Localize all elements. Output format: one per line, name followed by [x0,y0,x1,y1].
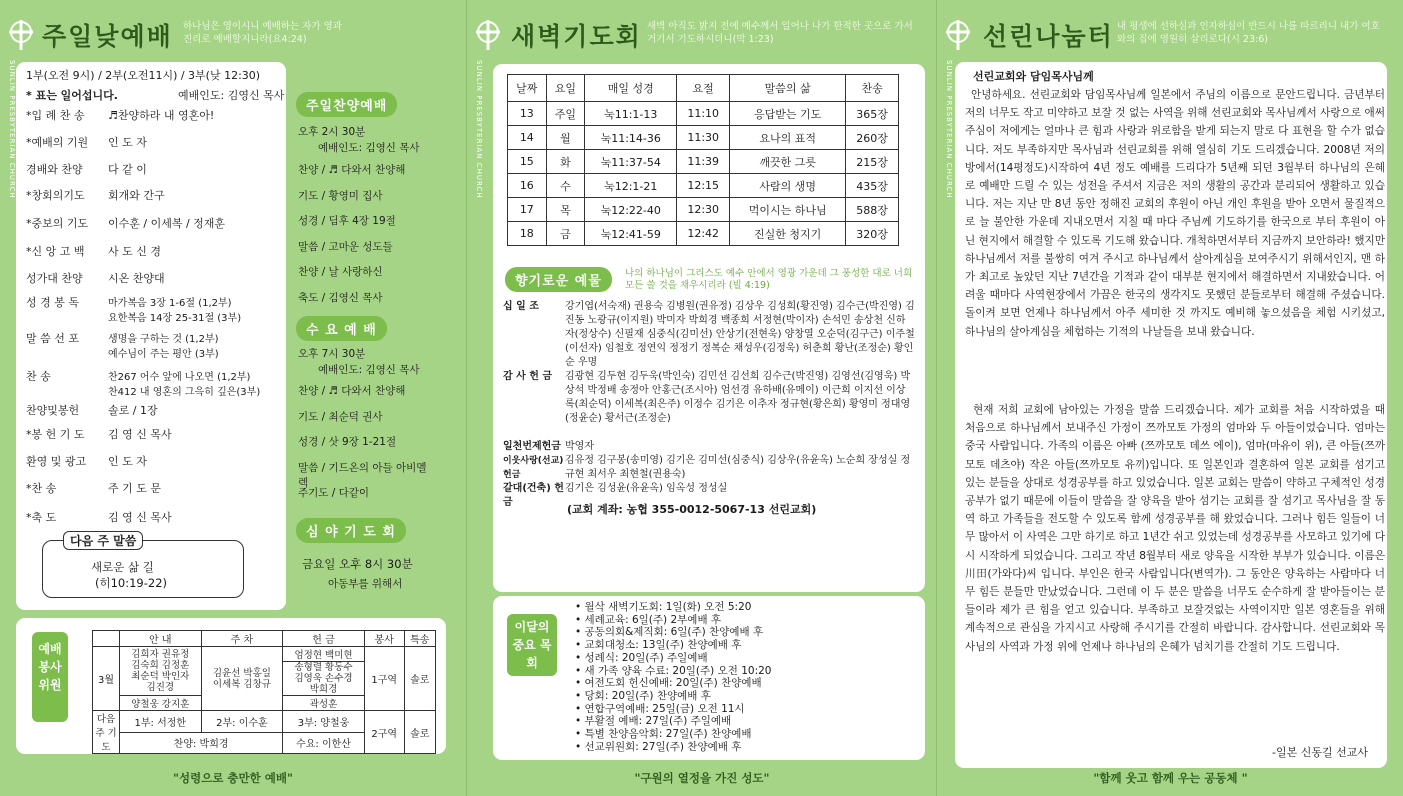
order-value [108,161,147,177]
header [937,0,1403,60]
service-item: 성경 / 딤후 4장 19절 [298,215,396,227]
vol-p3: 3부: 양철웅 [283,711,365,733]
offering-names: 김광현 김두현 김두욱(박인숙) 김민선 김선희 김수근(박진영) 김영선(김영욱) 박상석 박정배 송정아 안홍근(조시아) 엄선경 유하배(유메이) 이근희 이지선 이상록(최순덕) 이세복(최은주) 이정수 김기은 이추자 정규현(황은희) 황영미 정대영(정윤순) 황서근(조정순) [565,371,911,424]
letter-body: 안녕하세요. 선린교회와 담임목사님께 일본에서 주님의 이름으로 문안드립니다. 금년부터 저의 너무도 작고 미약하고 보잘 것 없는 사역을 위해 선린교회와 목사님께서 사랑으로 애써주심이 저에게는 얼마나 큰 힘과 사랑과 위로함을 받게 되는지 말로 다 표현을 할 수가 없습니다. 저도 부족하지만 목사님과 선린교회를 위해 열심히 기도 드리겠습니다. 2008년 저의 방에서(14평정도)시작하여 4년 정도 예배를 드리다가 5년째 되던 3월부터 하나님의 은혜로 예배만 드릴 수 있는 성전을 주셔서 지금은 저의 생활의 공간과 분리되어 생활하고 있습니다. 저는 지난 만 8년 동안 정해진 교회의 후원이 아닌 개인 후원을 받아 오면서 물질적으로 늘 불안한 가운데 지내오면서 지칠 때 마다 주님께 기도하기를 한국으로 부터 후원이 아닌 현지에서 해결할 수 있도록 기도해 왔습니다. 개척하면서부터 지금까지 보안하라! 했지만 하나님께서 저를 불쌍히 여겨 주시고 하나님께서 살아계심을 보여주시기 위해서인지, 맨 하가 최고로 높았던 지난 7년간을 기적과 같이 대부분 현지에서 해결하면서 지내왔습니다. 어려울 때마다 사역현장에서 가끔은 한국의 생각지도 못했던 분들로부터 해결해 주셨습니다. 돌이켜 보면 언제나 하나님께서 아주 세미한 것 까지도 예비해 놓으셨음을 체험 시키셨고, 하나님의 살아계심을 체험하는 기적의 나날들을 보내 왔습니다. [965,89,1385,338]
order-value [108,243,161,259]
dawn-cell: 215장 [846,150,899,174]
dawn-cell: 금 [546,222,585,246]
vol-head-parking: 주 차 [201,631,283,647]
dawn-cell: 13 [508,102,547,126]
bullet-icon: • [575,639,585,652]
footer-motto: "성령으로 충만한 예배" [173,771,293,785]
order-value [108,453,147,469]
bullet-icon: • [575,613,585,626]
order-item [26,509,172,525]
order-value-line: ♬찬양하라 내 영혼아! [108,109,215,122]
bullet-icon: • [575,664,585,677]
dawn-table [507,74,899,246]
bullet-icon: • [575,677,585,690]
order-label: *예배의 기원 [26,136,89,149]
offering-label: 갈대(건축) 헌금 [503,483,564,508]
footer-motto: "구원의 열정을 가진 성도" [634,771,770,785]
letter-signature: -일본 신동길 선교사 [1272,746,1368,759]
vol-prayer-label: 다음주 기 도 [93,711,120,754]
vol-month: 3월 [93,647,120,711]
volunteer-table [92,630,436,754]
schedule-item [575,626,763,639]
order-value-line: 사 도 신 경 [108,245,161,258]
dawn-cell: 16 [508,174,547,198]
dawn-header-row [508,75,899,102]
vol-offering3: 곽성훈 [283,696,365,711]
header [0,0,466,60]
header-verse: 하나님은 영이시니 예배하는 자가 영과 진리로 예배할지니라(요4:24) [183,21,342,45]
dawn-row [508,222,899,246]
offering-label: 감 사 헌 금 [503,371,553,382]
dawn-cell: 260장 [846,126,899,150]
service-item: 기도 / 황영미 집사 [298,189,383,202]
order-label: *창회의기도 [26,189,85,202]
schedule-text: 여전도회 헌신예배: 20일(주) 찬양예배 [584,677,762,690]
schedule-text: 성례식: 20일(주) 주일예배 [584,651,708,664]
vol-service2: 2구역 [364,711,404,754]
order-item [26,161,147,177]
schedule-item [575,665,771,678]
afternoon-title: 주일찬양예배 [296,92,397,117]
order-item [26,187,165,203]
offering-names: 강기엽(서숙재) 권용숙 김병원(권유정) 김상우 김성희(황진영) 김수근(박진영) 김진동 노광규(이지원) 박미자 박희경 백종희 서정현(박이자) 손석민 송상천 신하자(정상수) 신필재 심중식(김미선) 안상기(전현욱) 양창열 오순덕(김구근) 이주철(이선자) 임철호 정연익 정정기 정복순 채성우(김정욱) 허춘희 황난(조정순) 황인순 우명 [565,301,915,368]
bullet-icon: • [575,702,585,715]
dawn-col-header: 날짜 [508,75,547,102]
order-value-line: 인 도 자 [108,136,147,149]
schedule-item [575,715,731,728]
bullet-icon: • [575,689,585,702]
header-verse: 새벽 아직도 밝지 전에 예수께서 일어나 나가 한적한 곳으로 가서 거기서 기도하시더니(막 1:23) [647,21,913,45]
service-item: 성경 / 삿 9장 1-21절 [298,436,397,448]
order-label: *중보의 기도 [26,217,89,230]
vol-head-offering: 헌 금 [283,631,365,647]
offering-names: 김기은 김성윤(유윤옥) 임옥성 정성실 [565,483,728,494]
bullet-icon: • [575,740,585,753]
vol-head-special: 특송 [404,631,435,647]
dawn-cell: 사람의 생명 [730,174,846,198]
bullet-icon: • [575,728,585,740]
dawn-col-header: 매일 성경 [585,75,677,102]
order-label: 성가대 찬양 [26,272,83,285]
dawn-cell: 목 [546,198,585,222]
bullet-icon: • [575,651,585,664]
offering-row [503,300,915,370]
service-item: 찬양 / ♬ 다와서 찬양해 [298,385,406,397]
bullet-icon: • [575,601,585,613]
next-week-title: 새로운 삶 길 [91,560,154,574]
vol-wed: 수요: 이한산 [283,732,365,754]
schedule-label: 이달의 중요 목회 [507,614,557,676]
dawn-cell: 진실한 청지기 [730,222,846,246]
header [467,0,937,60]
dawn-cell: 15 [508,150,547,174]
offering-row [503,370,915,426]
afternoon-leader: 예배인도: 김영신 목사 [318,142,420,154]
order-value-line: 솔로 / 1장 [108,404,158,417]
cross-leaf-icon [941,18,975,52]
dawn-cell: 눅12:1-21 [585,174,677,198]
dawn-cell: 12:42 [677,222,730,246]
order-value-line: 마가복음 3장 1-6절 (1,2부) [108,298,232,309]
order-label: *봉 헌 기 도 [26,428,85,441]
order-value [108,509,172,525]
dawn-cell: 눅11:1-13 [585,102,677,126]
order-value [108,402,158,418]
order-item [26,270,165,286]
header-verse: 내 평생에 선하심과 인자하심이 반드시 나를 따르리니 내가 여호와의 집에 영원히 살리로다(시 23:6) [1117,21,1380,45]
dawn-cell: 화 [546,150,585,174]
panel-sunday-worship [0,0,466,796]
order-value [108,215,225,231]
panel-sharing [936,0,1403,796]
dawn-cell: 요나의 표적 [730,126,846,150]
dawn-cell: 18 [508,222,547,246]
offering-verse: 나의 하나님이 그리스도 예수 안에서 영광 가운데 그 풍성한 대로 너희 모든 쓸 것을 채우시리라 (빌 4:19) [625,268,913,291]
order-value-line: 김 영 신 목사 [108,428,172,441]
order-value-line: 찬267 어수 앞에 나오면 (1,2부) [108,372,251,383]
fri-time: 금요일 오후 8시 30분 [302,557,413,571]
dawn-cell: 14 [508,126,547,150]
dawn-row [508,174,899,198]
dawn-cell: 435장 [846,174,899,198]
dawn-cell: 먹이시는 하나님 [730,198,846,222]
dawn-cell: 588장 [846,198,899,222]
vol-offering1: 엄정현 백미현 [283,647,365,662]
dawn-col-header: 말씀의 삶 [730,75,846,102]
dawn-cell: 11:30 [677,126,730,150]
service-item: 말씀 / 기드온의 아들 아비멜렉 [298,461,427,489]
next-week-box [42,534,244,598]
order-value [108,270,165,286]
order-value-line: 회개와 간구 [108,189,165,202]
service-item: 주기도 / 다같이 [298,487,370,499]
schedule-item [575,690,711,703]
offering-row [503,454,915,482]
dawn-cell: 눅12:41-59 [585,222,677,246]
page-title: 새벽기도회 [511,22,642,51]
vol-parking: 김윤선 박홍일 이세복 김창규 [201,647,283,711]
dawn-row [508,198,899,222]
order-value-line: 생명을 구하는 것 (1,2부) [108,334,219,345]
dawn-cell: 깨끗한 그릇 [730,150,846,174]
service-item: 찬양 / ♬ 다와서 찬양해 [298,164,406,176]
schedule-text: 연합구역예배: 25일(금) 오전 11시 [584,702,745,715]
order-label: 환영 및 광고 [26,455,87,468]
dawn-cell: 365장 [846,102,899,126]
vol-special: 솔로 [404,647,435,711]
schedule-text: 월삭 새벽기도회: 1일(화) 오전 5:20 [584,601,752,613]
side-services [290,90,430,610]
service-times: 1부(오전 9시) / 2부(오전11시) / 3부(낮 12:30) [26,69,261,82]
dawn-col-header: 요일 [546,75,585,102]
offering-label: 십 일 조 [503,301,539,312]
schedule-text: 당회: 20일(주) 찬양예배 후 [584,689,711,702]
dawn-cell: 수 [546,174,585,198]
bank-account: (교회 계좌: 농협 355-0012-5067-13 선린교회) [567,503,817,516]
order-value [108,134,147,150]
offering-title: 향기로운 예물 [505,267,612,292]
letter-greeting: 선린교회와 담임목사님께 [973,70,1094,83]
volunteer-card [16,618,446,754]
order-item [26,294,241,324]
vol-p2: 2부: 이수훈 [201,711,283,733]
schedule-item [575,703,745,716]
vol-service: 1구역 [364,647,404,711]
schedule-item [575,652,708,665]
dawn-cell: 12:30 [677,198,730,222]
order-label: *축 도 [26,511,57,524]
offering-names: 박영자 [565,441,594,452]
dawn-row [508,126,899,150]
leader: 예배인도: 김영신 목사 [178,89,285,102]
wed-leader: 예배인도: 김영신 목사 [318,364,420,376]
dawn-body [508,102,899,246]
dawn-row [508,102,899,126]
fri-title: 심 야 기 도 회 [296,518,406,543]
order-label: *신 앙 고 백 [26,245,85,258]
footer-motto: "함께 웃고 함께 우는 공동체 " [1093,771,1248,785]
schedule-item [575,639,741,652]
order-value-line: 예수님이 주는 평안 (3부) [108,349,219,360]
dawn-cell: 11:39 [677,150,730,174]
order-value [108,294,241,324]
schedule-text: 특별 찬양음악회: 27일(주) 찬양예배 [584,728,752,740]
order-item [26,368,260,398]
order-label: 경배와 찬양 [26,163,83,176]
schedule-text: 공동의회&제직회: 6일(주) 찬양예배 후 [584,626,764,639]
wed-title: 수 요 예 배 [296,316,387,341]
page-title: 선린나눔터 [983,22,1114,51]
order-item [26,134,147,150]
schedule-text: 교회대청소: 13일(주) 찬양예배 후 [584,639,742,652]
dawn-col-header: 요절 [677,75,730,102]
vol-head-service: 봉사 [364,631,404,647]
page-title: 주일낮예배 [42,22,173,51]
offering-label: 일천번제헌금 [503,441,561,452]
schedule-text: 부활절 예배: 27일(주) 주일예배 [584,715,732,728]
wed-time: 오후 7시 30분 [298,348,366,360]
dawn-cell: 주일 [546,102,585,126]
next-week-ref: (히10:19-22) [95,576,168,590]
fri-note: 아동부를 위해서 [328,578,403,590]
order-value-line: 찬412 내 영혼의 그윽히 깊은(3부) [108,387,261,398]
order-item [26,215,225,231]
order-value-line: 이수훈 / 이세복 / 정재훈 [108,217,226,230]
dawn-cell: 눅11:14-36 [585,126,677,150]
vol-guide: 김희자 권유정 김숙희 김정훈 최순덕 박인자 김진경 [120,647,202,696]
vol-offering2: 송형렬 황동수 김영욱 손수경 박희경 [283,662,365,696]
schedule-text: 새 가족 양육 수료: 20일(주) 오전 10:20 [584,664,772,677]
schedule-item [575,677,762,690]
dawn-cell: 12:15 [677,174,730,198]
next-week-label: 다음 주 말씀 [63,531,143,550]
offering-label: 이웃사랑(선교) 헌금 [503,456,564,480]
dawn-cell: 월 [546,126,585,150]
vol-p1: 1부: 서정한 [120,711,202,733]
offering-row [503,440,915,454]
order-value [108,368,260,398]
order-card [16,62,286,610]
order-value [108,107,214,123]
bullet-icon: • [575,715,585,728]
schedule-item [575,728,752,741]
vol-guide2: 양철웅 강지훈 [120,696,202,711]
dawn-cell: 320장 [846,222,899,246]
cross-leaf-icon [471,18,505,52]
vol-head-guide: 안 내 [120,631,202,647]
order-value [108,480,161,496]
order-item [26,243,161,259]
order-value-line: 다 같 이 [108,163,147,176]
dawn-cell: 눅12:22-40 [585,198,677,222]
service-item: 축도 / 김영신 목사 [298,291,383,304]
church-sidebar-text: SUNLIN PRESBYTERIAN CHURCH [945,60,953,199]
schedule-text: 세례교육: 6일(주) 2부예배 후 [584,613,722,626]
schedule-item [575,741,741,754]
standing-note: * 표는 일어섭니다. [26,89,118,102]
service-item: 기도 / 최순덕 권사 [298,410,383,423]
panel-dawn-prayer [466,0,937,796]
order-label: *입 례 찬 송 [26,109,85,122]
vol-special2: 솔로 [404,711,435,754]
order-value [108,330,219,360]
order-item [26,480,161,496]
dawn-card [493,64,925,592]
dawn-cell: 17 [508,198,547,222]
dawn-cell: 응답받는 기도 [730,102,846,126]
dawn-row [508,150,899,174]
order-value-line: 인 도 자 [108,455,147,468]
church-sidebar-text: SUNLIN PRESBYTERIAN CHURCH [475,60,483,199]
cross-leaf-icon [4,18,38,52]
order-value [108,426,172,442]
dawn-col-header: 찬송 [846,75,899,102]
volunteer-label: 예배 봉사 위원 [32,632,68,722]
bullet-icon: • [575,626,585,639]
order-label: 찬양및봉헌 [26,404,80,417]
order-label: 말 씀 선 포 [26,332,79,345]
order-value-line: 요한복음 14장 25-31절 (3부) [108,313,242,324]
order-item [26,107,214,123]
service-item: 말씀 / 고마운 성도들 [298,240,393,253]
order-value-line: 시온 찬양대 [108,272,165,285]
order-value [108,187,165,203]
order-item [26,426,172,442]
afternoon-time: 오후 2시 30분 [298,126,366,138]
order-value-line: 주 기 도 문 [108,482,161,495]
schedule-text: 선교위원회: 27일(주) 찬양예배 후 [584,740,742,753]
order-label: 찬 송 [26,370,51,383]
order-label: 성 경 봉 독 [26,296,79,309]
order-item [26,402,158,418]
order-value-line: 김 영 신 목사 [108,511,172,524]
schedule-item [575,601,751,614]
order-label: *찬 송 [26,482,57,495]
offering-names: 김유정 김구봉(송미영) 김기은 김미선(심중식) 김상우(유윤옥) 노순희 장성실 정규현 최서우 최현철(권용숙) [565,455,911,480]
schedule-card [493,596,925,760]
vol-praise: 찬양: 박희경 [120,732,283,754]
dawn-cell: 11:10 [677,102,730,126]
order-item [26,453,147,469]
church-sidebar-text: SUNLIN PRESBYTERIAN CHURCH [8,60,16,199]
service-item: 찬양 / 날 사랑하신 [298,266,383,278]
letter-body-2: 현재 저희 교회에 남아있는 가정을 말씀 드리겠습니다. 제가 교회를 처음 시작하였을 때 처음으로 하나님께서 보내주신 가정이 쯔까모토 가정의 엄마와 두 아들이었습니다. 엄마는 중국 사람입니다. 가족의 이름은 아빠 (쯔까모토 데쓰 에이), 엄마(마유이 위), 큰 아들(쯔까모토 데츠야) 작은 아들(쯔까모토 유끼)입니다. 또 일본인과 결혼하여 일본 교회를 섬기고 있는 분들을 상대로 성경공부를 하고 있었습니다. 일본 교회는 말씀이 약하고 구체적인 성경공부가 없기 때문에 이들이 말씀을 잘 양육을 받아 섬기는 교회를 잘 섬기고 목사님을 잘 동역 하고 가족들을 전도할 수 있도록 함께 성경공부를 해 왔었습니다. 그러나 힘든 일들이 너무 많아서 이 사역은 그만 하기로 하고 1년간 쉬고 있었는데 성경공부를 사모하고 있기에 다시 시작하게 되었습니다. 그리고 작년 8월부터 새로 양육을 시작한 부부가 있습니다. 이름은 川田(가와다)씨 입니다. 부인은 한국 사람입니다(변역가). 그 동안은 양육하는 사람마다 너무 힘든 분들만 만났었습니다. 그런데 이 두 분은 말씀을 너무도 순수하게 잘 받아들이는 분들이라 제가 큰 힘을 얻고 있습니다. 부족하고 보잘것없는 사역이지만 일본 영혼들을 위해 계속적으로 관심을 가지시고 사랑해 주시기를 간절히 바랍니다. 감사합니다. 선린교회와 목사님의 사역과 가정 위에 언제나 하나님의 은혜가 넘치기를 간절히 기도 드립니다. [965,404,1386,653]
dawn-cell: 눅11:37-54 [585,150,677,174]
order-item [26,330,219,360]
